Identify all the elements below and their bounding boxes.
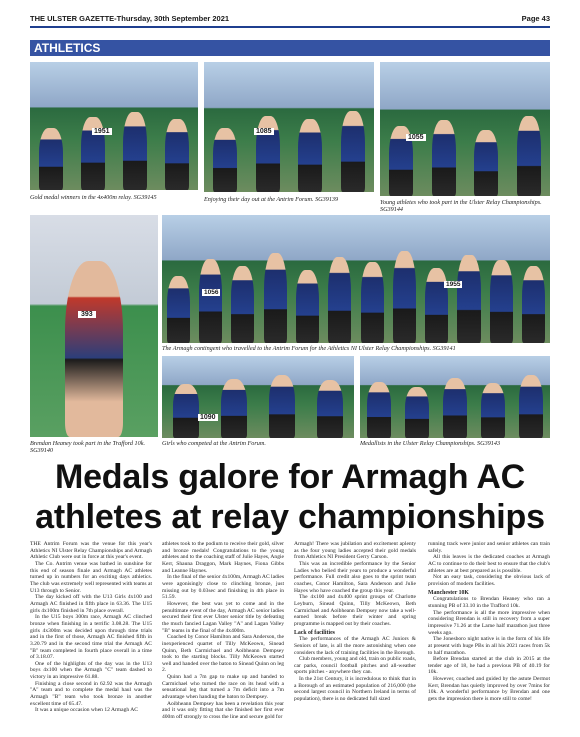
race-bib: 1090 (200, 414, 216, 421)
subheading: Manchester 10K (428, 589, 469, 596)
race-bib: 1951 (94, 128, 110, 135)
caption: Girls who competed at the Antrim Forum. (162, 440, 266, 447)
headline-line-2: athletes at relay championships (35, 498, 545, 536)
caption: Brendan Heaney took part in the Trafford 10k. SG39140 (30, 440, 146, 455)
paragraph: Not an easy task, considering the obvious lack of provision of modern facilities. (428, 574, 550, 587)
photo-girls-antrim-forum (162, 356, 354, 438)
headline (30, 457, 550, 537)
paragraph: The performances of the Armagh AC Juniors & Seniors of late, is all the more astonishing when one considers the lack of training facilities in the Borough. (294, 636, 416, 656)
article-column-4 (428, 541, 550, 703)
paragraph: The performance is all the more impressive when considering Brendan is still in recovery from a super impressive 71.26 at the Larne half marathon just three weeks ago. (428, 609, 550, 636)
race-bib: 1056 (204, 289, 219, 296)
caption: The Armagh contingent who travelled to the Antrim Forum for the Athletics NI Ulster Relay Championships. SG39141 (162, 345, 456, 352)
paragraph: However, coached and guided by the astute Dermot Kerr, Brendan has quietly improved by over 7mins for 10k. A wonderful performance by Brendan and one gets the impression there is more still to come! (428, 676, 550, 703)
publication-line: THE ULSTER GAZETTE-Thursday, 30th September 2021 (30, 14, 230, 23)
paragraph: In the final of the senior 4x100m, Armagh AC ladies were agonisingly close to clinching bronze, just missing out by 0.03sec and finishing in 4th place in 51.59. (162, 574, 284, 601)
race-bib: 1955 (446, 281, 461, 288)
paragraph: Finishing a close second in 62.92 was the Armagh "A" team and to complete the medal haul was the Armagh "B" team who took bronze in another excellent time of 65.47. (30, 680, 152, 707)
article-column-2 (162, 541, 284, 721)
photo-medallists (360, 356, 550, 438)
paragraph: It was a unique occasion when 12 Armagh AC (35, 707, 138, 714)
section-banner: ATHLETICS (30, 40, 550, 56)
caption: Medallists in the Ulster Relay Championships. SG39143 (360, 440, 501, 447)
race-bib: 393 (78, 311, 96, 318)
paragraph: Coached by Conor Hamilton and Sara Anderson, the inexperienced quartet of Tilly McKeown, Sinead Quinn, Beth Carmichael and Aoibheann Dempsey took to the starting blocks. Tilly McKeown started well and handed over the baton to Sinead Quinn on leg 2. (162, 634, 285, 674)
race-bib: 1055 (408, 134, 424, 141)
paragraph: Armagh! There was jubilation and excitement aplenty as the four young ladies accepted their gold medals from Athletics NI President Gerry Carson. (294, 541, 416, 561)
article-column-3 (294, 541, 416, 703)
page-header (30, 12, 550, 26)
paragraph: Quinn had a 7m gap to make up and handed to Carmichael who turned the race on its head with a sensational leg that turned a 7m deficit into a 7m advantage when handing the baton to Dempsey. (162, 674, 284, 701)
race-bib: 1085 (256, 128, 272, 135)
photo-armagh-contingent (162, 215, 550, 343)
paragraph: Aoibheann Dempsey has been a revelation this year and it was only fitting that she finished her first ever 400m off strongly to cross the line and secure gold for (162, 700, 284, 721)
paragraph: The Jonesboro night native is in the form of his life at present with huge PBs in all his 2021 races from 5k to half marathon. (428, 636, 550, 656)
paragraph: Congratulations to Brendan Heaney who ran a stunning PB of 33.10 in the Trafford 10k. (428, 596, 550, 609)
page-number: Page 43 (521, 14, 550, 23)
caption: Enjoying their day out at the Antrim Forum. SG39139 (204, 196, 339, 203)
paragraph: running track were junior and senior athletes can train safely. (428, 541, 550, 554)
paragraph: The Co. Antrim venue was bathed in sunshine for this end of season finale and Armagh AC athletes turned up in numbers for an exciting days athletics. The club was extremely well represented with teams at U13 through to Senior. (30, 560, 152, 594)
paragraph: All this leaves is the dedicated coaches at Armagh AC to continue to do their best to ensure that the club's athletes are at best prepared as is possible. (428, 554, 550, 574)
subheading: Lack of facilities (294, 629, 335, 636)
header-rule (30, 26, 550, 28)
paragraph: This was an incredible performance by the Senior Ladies who belied their years to produce a wonderful performance. Full credit also goes to the sprint team coaches, Conor Hamilton, Sara Anderson and Julie Hayes who have coached the group this year. (294, 560, 416, 594)
paragraph: Club members, young and old, train on public roads, car parks, council football pitches and all-weather sports pitches - anywhere they can. (294, 656, 416, 676)
paragraph: athletes took to the podium to receive their gold, silver and bronze medals! Congratulations to the young athletes and to the coaching staff of Julie Hayes, Angie Kerr, Shauna Draggon, Mark Haynes, Fiona Gibbs and Leanne Haynes. (162, 541, 284, 574)
paragraph: THE Antrim Forum was the venue for this year's Athletics NI Ulster Relay Championships and Armagh Athletic Club were out in force at this year's event. (30, 541, 152, 561)
article-column-1 (30, 541, 152, 714)
photo-gold-medal-winners (30, 62, 198, 190)
photo-antrim-forum-day (204, 62, 374, 192)
paragraph: The day kicked off with the U13 Girls 4x100 and Armagh AC finished in fifth place in 63.36. The U15 girls 4x100m finished in 7th place overall. (30, 594, 152, 614)
caption: Young athletes who took part in the Ulster Relay Championships. SG39144 (380, 199, 542, 214)
headline-line-1: Medals galore for Armagh AC (54, 458, 526, 496)
photo-brendan-heaney (30, 215, 158, 437)
photo-young-athletes (380, 62, 550, 196)
paragraph: Before Brendan started at the club in 2015 at the tender age of 18, he had a previous PB of 40.19 for 10k. (428, 656, 550, 676)
paragraph: In the 21st Century, it is incredulous to think that in a Borough of an estimated population of 216,000 (the second largest council in Northern Ireland in terms of population), there is no dedicated full sized (294, 676, 416, 703)
runner-figure (65, 261, 123, 437)
paragraph: The 4x100 and 4x400 sprint groups of Charlotte Leyburn, Sinead Quinn, Tilly McKeown, Beth Carmichael and Aoibheann Dempsey now take a well-earned break before their winter and spring programme is mapped out by their coaches. (294, 594, 416, 627)
paragraph: In the U15 boys 300m race, Armagh AC clinched bronze when finishing in a terrific 3.08.28. The U15 girls 4x300m was decided upon through time trials and in the first of those, Armagh AC finished fifth in 3.20.79 and in the second time trial the Armagh AC "B" team completed in fourth place overall in a time of 3.18.07. (30, 614, 152, 661)
paragraph: However, the best was yet to come and in the penultimate event of the day, Armagh AC senior ladies secured their first ever Ulster senior title by defeating the much fancied Lagan Valley "A" and Lagan Valley "B" teams in the final of the 4x400m. (162, 600, 284, 634)
paragraph: One of the highlights of the day was in the U13 boys 4x100 when the Armagh "C" team dashed to victory in an impressive 61.88. (30, 660, 152, 681)
caption: Gold medal winners in the 4x400m relay. SG39145 (30, 194, 157, 201)
